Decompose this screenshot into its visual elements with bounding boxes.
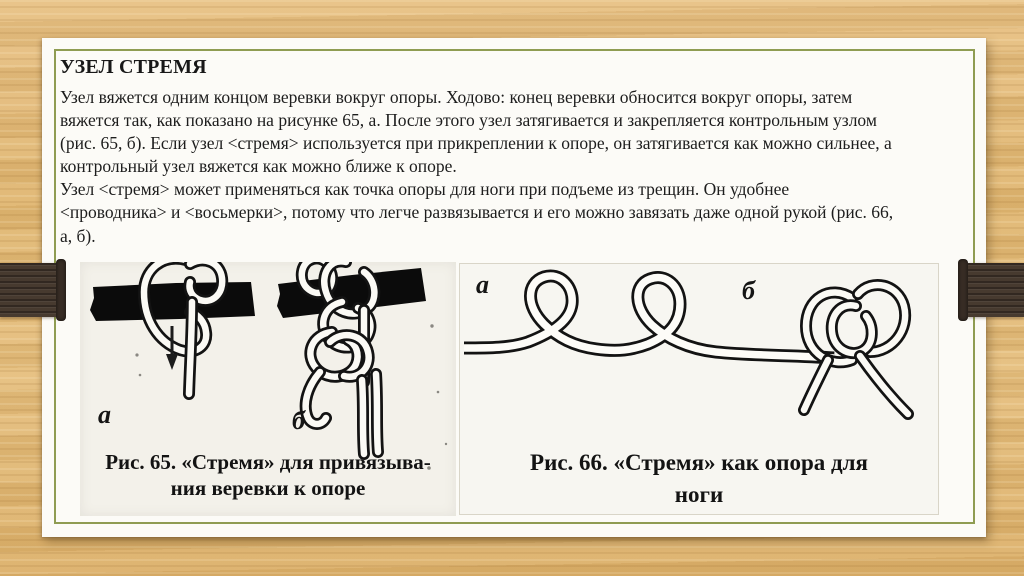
figure-66-label-a: а — [476, 270, 489, 299]
figure-66 — [459, 263, 939, 515]
knot-65a-drawing — [90, 262, 255, 394]
figure-65-caption-line1: Рис. 65. «Стремя» для привязыва- — [105, 450, 431, 474]
text-line: контрольный узел вяжется как можно ближе к опоре. — [60, 156, 457, 177]
text-line: Узел вяжется одним концом веревки вокруг опоры. Ходово: конец веревки обносится вокруг опоры, затем — [60, 87, 853, 107]
text-line: <проводника> и <восьмерки>, потому что легче развязывается и его можно завязать даже одной рукой (рис. 66, — [60, 202, 894, 223]
figure-65-caption-line2: ния веревки к опоре — [170, 476, 366, 500]
knot-66-illustration — [460, 264, 938, 514]
text-line: (рис. 65, б). Если узел <стремя> используется при прикреплении к опоре, он затягивается как можно сильнее, а — [60, 133, 892, 154]
right-brown-bar — [967, 263, 1024, 317]
page-title: УЗЕЛ СТРЕМЯ — [60, 56, 207, 78]
figure-65 — [80, 262, 456, 516]
left-brown-bar — [0, 263, 57, 317]
text-line: а, б). — [60, 225, 96, 246]
text-line: вяжется так, как показано на рисунке 65, а. После этого узел затягивается и закрепляется контрольным узлом — [60, 110, 877, 131]
knot-66a-drawing — [464, 276, 834, 358]
figure-65-label-a: а — [98, 400, 111, 429]
left-bar-end-cap — [56, 259, 66, 321]
figure-66-caption-line2: ноги — [674, 482, 724, 507]
figure-66-label-b: б — [742, 276, 755, 305]
right-bar-end-cap — [958, 259, 968, 321]
body-text — [60, 86, 975, 248]
figure-66-caption-line1: Рис. 66. «Стремя» как опора для — [530, 450, 868, 475]
knot-66b-drawing — [804, 285, 908, 414]
text-line: Узел <стремя> может применяться как точка опоры для ноги при подъеме из трещин. Он удобнее — [60, 179, 790, 200]
figure-65-label-b: б — [292, 406, 305, 435]
